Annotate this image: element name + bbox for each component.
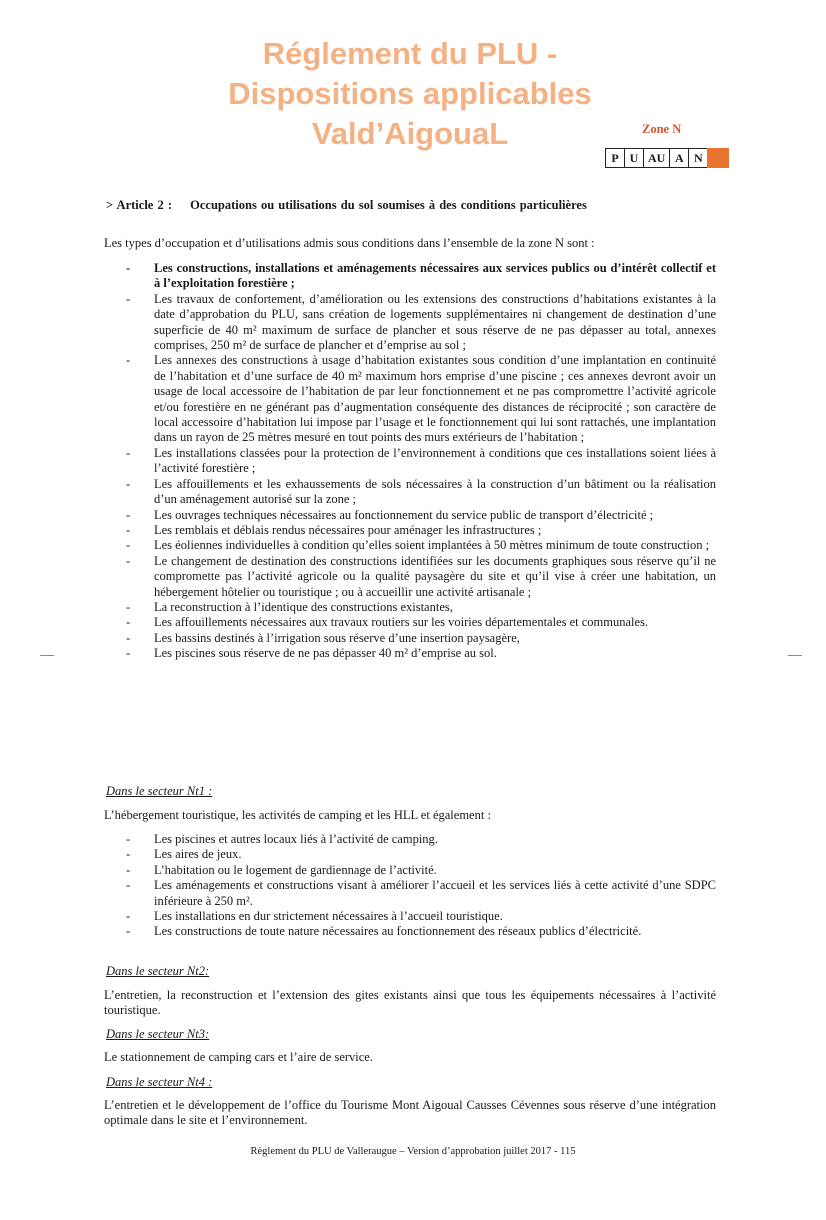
zone-box-u: U bbox=[624, 148, 644, 168]
main-list bbox=[104, 261, 716, 662]
nt3-heading: Dans le secteur Nt3: bbox=[106, 1027, 210, 1041]
zone-label: Zone N bbox=[642, 122, 682, 136]
list-item: - Les piscines et autres locaux liés à l’activité de camping. bbox=[104, 832, 716, 847]
zone-box-n: N bbox=[688, 148, 708, 168]
list-item: - Les éoliennes individuelles à condition qu’elles soient implantées à 50 mètres minimum de toute construction ; bbox=[104, 538, 716, 553]
page-footer: Règlement du PLU de Valleraugue – Version d’approbation juillet 2017 - 115 bbox=[250, 1146, 576, 1157]
list-item: - Les annexes des constructions à usage d’habitation existantes sous condition d’une implantation en continuité de l’habitation et d’une surface de 40 m² maximum hors emprise d’une piscine ; ces annexes devront avoir un usage de local accessoire de l’habitation de par leur fonctionnement et ne pas compromettre l’activité agricole et/ou forestière en ne générant pas d’augmentation conséquente des distances de réciprocité ; son caractère de local accessoire d’habitation lui impose par l’usage et le fonctionnement qui lui sont rattachés, une implantation dans un rayon de 25 mètres mesuré en tout points des murs extérieurs de l’habitation ; bbox=[104, 353, 716, 445]
nt4-heading: Dans le secteur Nt4 : bbox=[106, 1075, 213, 1089]
zone-selector bbox=[606, 148, 729, 168]
zone-box-p: P bbox=[605, 148, 625, 168]
list-item: - Les constructions de toute nature nécessaires au fonctionnement des réseaux publics d’électricité. bbox=[104, 924, 716, 939]
nt1-heading: Dans le secteur Nt1 : bbox=[106, 784, 213, 798]
list-item: - Les piscines sous réserve de ne pas dépasser 40 m² d’emprise au sol. bbox=[104, 646, 716, 661]
nt1-intro: L’hébergement touristique, les activités de camping et les HLL et également : bbox=[104, 808, 491, 822]
list-item: - La reconstruction à l’identique des constructions existantes, bbox=[104, 600, 716, 615]
list-item: - Le changement de destination des constructions identifiées sur les documents graphiques sous réserve qu’il ne compromette pas l’activité agricole ou la qualité paysagère du site et qu’il vise à créer une habitation, un hébergement hôtelier ou touristique ; ou à accueillir une activité artisanale ; bbox=[104, 554, 716, 600]
list-item: - Les aires de jeux. bbox=[104, 847, 716, 862]
zone-box-a: A bbox=[669, 148, 689, 168]
list-item: - Les installations en dur strictement nécessaires à l’accueil touristique. bbox=[104, 909, 716, 924]
list-item: - Les constructions, installations et aménagements nécessaires aux services publics ou d’intérêt collectif et à l’exploitation forestière ; bbox=[104, 261, 716, 292]
title-line-3: Vald’AigouaL bbox=[311, 116, 509, 151]
nt2-text: L’entretien, la reconstruction et l’extension des gites existants ainsi que tous les équipements nécessaires à l’activité touristique. bbox=[104, 988, 716, 1018]
document-title bbox=[0, 34, 820, 154]
list-item: - Les remblais et déblais rendus nécessaires pour aménager les infrastructures ; bbox=[104, 523, 716, 538]
list-item: - Les affouillements et les exhaussements de sols nécessaires à la construction d’un bâtiment ou la réalisation d’un aménagement autorisé sur la zone ; bbox=[104, 477, 716, 508]
article-number: > Article 2 : bbox=[106, 198, 173, 212]
list-item: - Les installations classées pour la protection de l’environnement à conditions que ces installations soient liées à l’activité forestière ; bbox=[104, 446, 716, 477]
intro-text: Les types d’occupation et d’utilisations admis sous conditions dans l’ensemble de la zone N sont : bbox=[104, 236, 595, 250]
margin-mark-left bbox=[40, 655, 54, 656]
list-item: - L’habitation ou le logement de gardiennage de l’activité. bbox=[104, 863, 716, 878]
article-title: Occupations ou utilisations du sol soumises à des conditions particulières bbox=[190, 198, 587, 212]
nt4-text: L’entretien et le développement de l’office du Tourisme Mont Aigoual Causses Cévennes sous réserve d’une intégration optimale dans le site et l’environnement. bbox=[104, 1098, 716, 1128]
list-item: - Les aménagements et constructions visant à améliorer l’accueil et les services liés à cette activité d’une SDPC inférieure à 250 m². bbox=[104, 878, 716, 909]
title-line-1: Réglement du PLU - bbox=[262, 36, 558, 71]
list-item: - Les travaux de confortement, d’amélioration ou les extensions des constructions d’habitations existantes à la date d’approbation du PLU, sans création de logements supplémentaires ni changement de destination d’une superficie de 40 m² maximum de surface de plancher et sous réserve de ne pas dépasser au total, annexes comprises, 250 m² de surface de plancher et d’emprise au sol ; bbox=[104, 292, 716, 354]
zone-box-au: AU bbox=[643, 148, 670, 168]
title-line-2: Dispositions applicables bbox=[228, 76, 592, 111]
nt3-text: Le stationnement de camping cars et l’aire de service. bbox=[104, 1050, 373, 1064]
nt2-heading: Dans le secteur Nt2: bbox=[106, 964, 210, 978]
list-item: - Les affouillements nécessaires aux travaux routiers sur les voiries départementales et communales. bbox=[104, 615, 716, 630]
list-item: - Les bassins destinés à l’irrigation sous réserve d’une insertion paysagère, bbox=[104, 631, 716, 646]
nt1-list bbox=[104, 832, 716, 940]
list-item: - Les ouvrages techniques nécessaires au fonctionnement du service public de transport d’électricité ; bbox=[104, 508, 716, 523]
zone-color-swatch bbox=[707, 148, 729, 168]
article-heading bbox=[106, 198, 587, 213]
margin-mark-right bbox=[788, 655, 802, 656]
